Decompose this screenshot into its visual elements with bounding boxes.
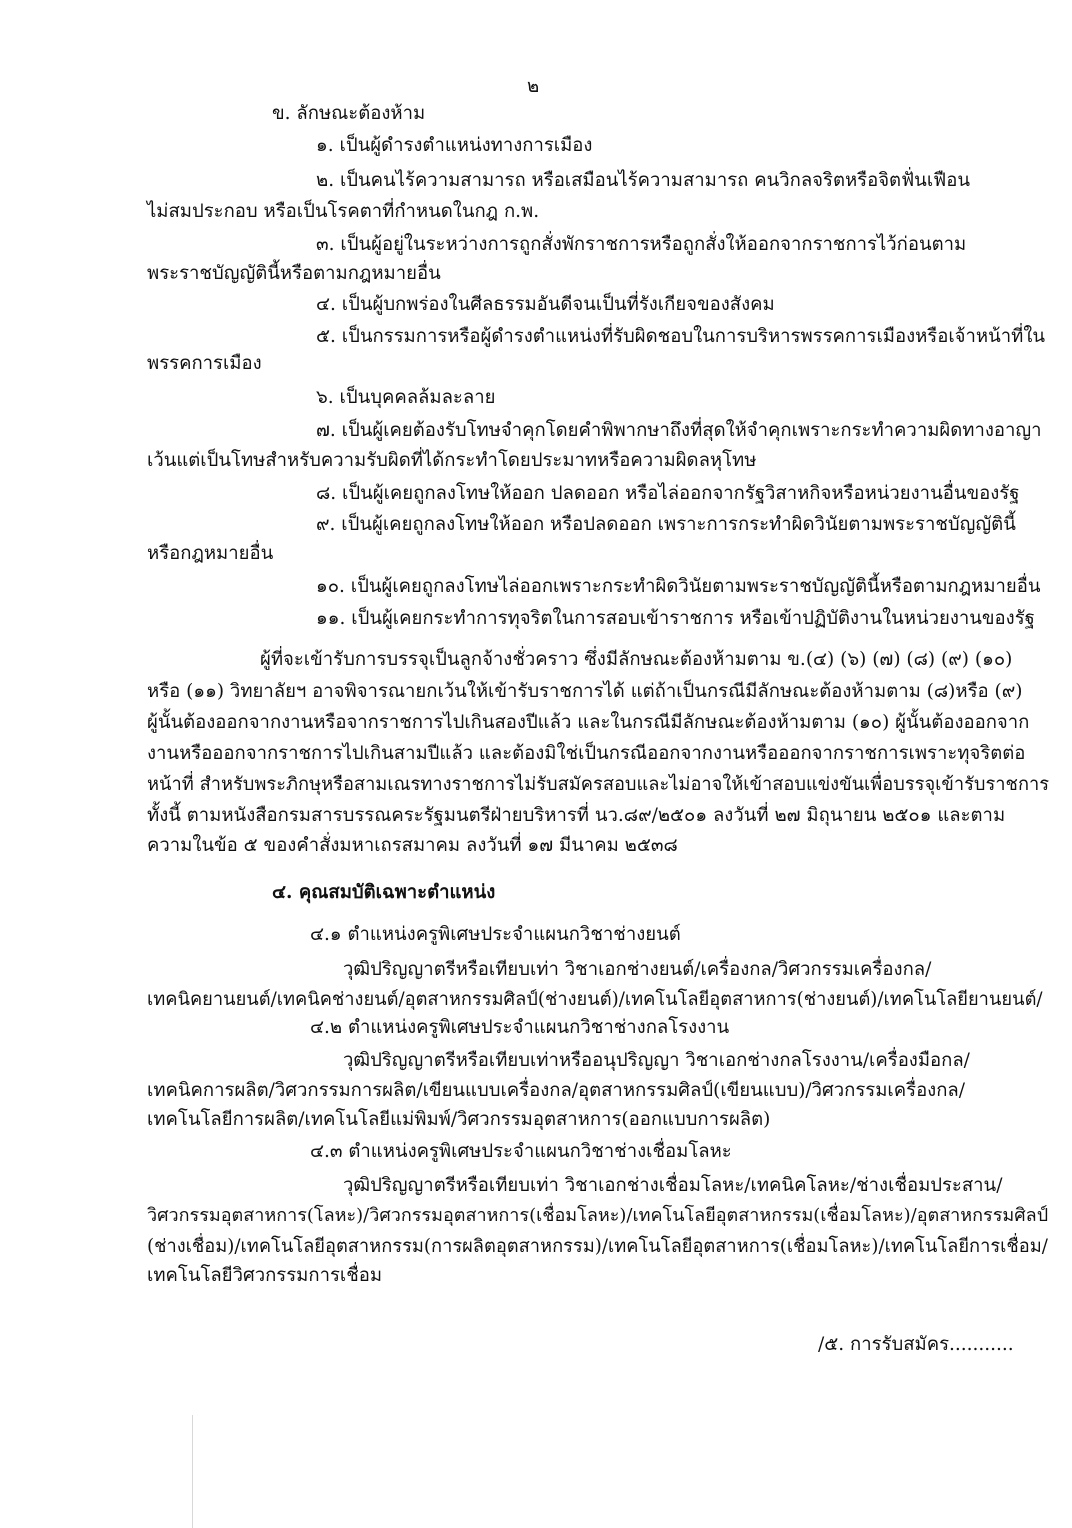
list-item: ๘. เป็นผู้เคยถูกลงโทษให้ออก ปลดออก หรือไล่ออกจากรัฐวิสาหกิจหรือหน่วยงานอื่นของรัฐ xyxy=(316,483,1020,504)
list-item: ๗. เป็นผู้เคยต้องรับโทษจำคุกโดยคำพิพากษาถึงที่สุดให้จำคุกเพราะกระทำความผิดทางอาญา xyxy=(316,420,1042,441)
list-item: ๔. เป็นผู้บกพร่องในศีลธรรมอันดีจนเป็นที่รังเกียจของสังคม xyxy=(316,294,775,315)
qualification-line: เทคนิคการผลิต/วิศวกรรมการผลิต/เขียนแบบเครื่องกล/อุตสาหกรรมศิลป์(เขียนแบบ)/วิศวกรรมเครื่องกล/ xyxy=(147,1080,965,1101)
qualification-line: (ช่างเชื่อม)/เทคโนโลยีอุตสาหกรรม(การผลิตอุตสาหกรรม)/เทคโนโลยีอุตสาหการ(เชื่อมโลหะ)/เทคโนโลยีการเชื่อม/ xyxy=(147,1236,1048,1257)
qualification-line: วุฒิปริญญาตรีหรือเทียบเท่า วิชาเอกช่างเชื่อมโลหะ/เทคนิคโลหะ/ช่างเชื่อมประสาน/ xyxy=(343,1175,1003,1196)
list-item: ๕. เป็นกรรมการหรือผู้ดำรงตำแหน่งที่รับผิดชอบในการบริหารพรรคการเมืองหรือเจ้าหน้าที่ใน xyxy=(316,326,1045,347)
list-item: ๒. เป็นคนไร้ความสามารถ หรือเสมือนไร้ความสามารถ คนวิกลจริตหรือจิตฟั่นเฟือน xyxy=(316,170,970,191)
qualification-line: วุฒิปริญญาตรีหรือเทียบเท่า วิชาเอกช่างยนต์/เครื่องกล/วิศวกรรมเครื่องกล/ xyxy=(343,959,932,980)
list-item: ๑๐. เป็นผู้เคยถูกลงโทษไล่ออกเพราะกระทำผิดวินัยตามพระราชบัญญัตินี้หรือตามกฎหมายอื่น xyxy=(316,576,1041,597)
qualification-line: เทคโนโลยีวิศวกรรมการเชื่อม xyxy=(147,1265,383,1286)
list-item: ๑. เป็นผู้ดำรงตำแหน่งทางการเมือง xyxy=(316,135,593,156)
section-b-heading: ข. ลักษณะต้องห้าม xyxy=(272,103,426,124)
list-item: ๖. เป็นบุคคลล้มละลาย xyxy=(316,387,496,408)
position-title: ๔.๓ ตำแหน่งครูพิเศษประจำแผนกวิชาช่างเชื่อมโลหะ xyxy=(310,1141,732,1162)
paragraph-line: ผู้นั้นต้องออกจากงานหรือจากราชการไปเกินสองปีแล้ว และในกรณีมีลักษณะต้องห้ามตาม (๑๐) ผู้นั้นต้องออกจาก xyxy=(147,712,1030,733)
continuation-note: /๕. การรับสมัคร........... xyxy=(818,1334,1014,1355)
page-number: ๒ xyxy=(527,76,540,97)
list-item-continuation: หรือกฎหมายอื่น xyxy=(147,543,274,564)
list-item: ๙. เป็นผู้เคยถูกลงโทษให้ออก หรือปลดออก เพราะการกระทำผิดวินัยตามพระราชบัญญัตินี้ xyxy=(316,514,1016,535)
paragraph-line: ทั้งนี้ ตามหนังสือกรมสารบรรณคระรัฐมนตรีฝ่ายบริหารที่ นว.๘๙/๒๕๐๑ ลงวันที่ ๒๗ มิถุนายน ๒๕๐๑ และตาม xyxy=(147,805,1006,826)
qualification-line: เทคนิคยานยนต์/เทคนิคช่างยนต์/อุตสาหกรรมศิลป์(ช่างยนต์)/เทคโนโลยีอุตสาหการ(ช่างยนต์)/เทคโนโลยียานยนต์/ xyxy=(147,989,1043,1010)
position-title: ๔.๑ ตำแหน่งครูพิเศษประจำแผนกวิชาช่างยนต์ xyxy=(310,924,681,945)
list-item-continuation: เว้นแต่เป็นโทษสำหรับความรับผิดที่ได้กระทำโดยประมาทหรือความผิดลหุโทษ xyxy=(147,450,757,471)
scan-edge-line xyxy=(192,1415,193,1528)
qualification-line: วิศวกรรมอุตสาหการ(โลหะ)/วิศวกรรมอุตสาหการ(เชื่อมโลหะ)/เทคโนโลยีอุตสาหกรรม(เชื่อมโลหะ)/อุตสาหกรรมศิลป์ xyxy=(147,1205,1049,1226)
paragraph-line: หน้าที่ สำหรับพระภิกษุหรือสามเณรทางราชการไม่รับสมัครสอบและไม่อาจให้เข้าสอบแข่งขันเพื่อบรรจุเข้ารับราชการ xyxy=(147,774,1050,795)
section-4-heading: ๔. คุณสมบัติเฉพาะตำแหน่ง xyxy=(272,882,496,903)
list-item-continuation: ไม่สมประกอบ หรือเป็นโรคตาที่กำหนดในกฎ ก.พ. xyxy=(147,201,540,222)
qualification-line: เทคโนโลยีการผลิต/เทคโนโลยีแม่พิมพ์/วิศวกรรมอุตสาหการ(ออกแบบการผลิต) xyxy=(147,1109,771,1130)
list-item-continuation: พรรคการเมือง xyxy=(147,353,262,374)
position-title: ๔.๒ ตำแหน่งครูพิเศษประจำแผนกวิชาช่างกลโรงงาน xyxy=(310,1017,730,1038)
paragraph-line: ความในข้อ ๕ ของคำสั่งมหาเถรสมาคม ลงวันที่ ๑๗ มีนาคม ๒๕๓๘ xyxy=(147,835,678,856)
list-item: ๓. เป็นผู้อยู่ในระหว่างการถูกสั่งพักราชการหรือถูกสั่งให้ออกจากราชการไว้ก่อนตาม xyxy=(316,234,967,255)
list-item-continuation: พระราชบัญญัตินี้หรือตามกฎหมายอื่น xyxy=(147,263,441,284)
paragraph-line: ผู้ที่จะเข้ารับการบรรจุเป็นลูกจ้างชั่วคราว ซึ่งมีลักษณะต้องห้ามตาม ข.(๔) (๖) (๗) (๘) (๙) (๑๐) xyxy=(260,649,1013,670)
list-item: ๑๑. เป็นผู้เคยกระทำการทุจริตในการสอบเข้าราชการ หรือเข้าปฏิบัติงานในหน่วยงานของรัฐ xyxy=(316,608,1035,629)
paragraph-line: หรือ (๑๑) วิทยาลัยฯ อาจพิจารณายกเว้นให้เข้ารับราชการได้ แต่ถ้าเป็นกรณีมีลักษณะต้องห้ามตาม (๘)หรือ (๙) xyxy=(147,681,1023,702)
paragraph-line: งานหรือออกจากราชการไปเกินสามปีแล้ว และต้องมิใช่เป็นกรณีออกจากงานหรือออกจากราชการเพราะทุจริตต่อ xyxy=(147,743,1026,764)
qualification-line: วุฒิปริญญาตรีหรือเทียบเท่าหรืออนุปริญญา วิชาเอกช่างกลโรงงาน/เครื่องมือกล/ xyxy=(343,1050,970,1071)
